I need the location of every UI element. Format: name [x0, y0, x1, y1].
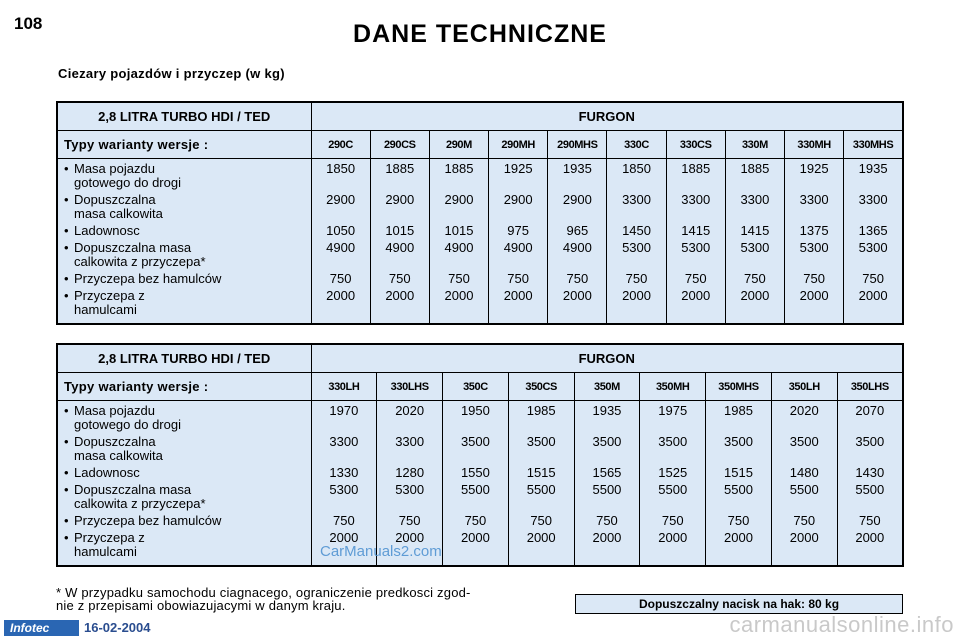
print-date: 16-02-2004: [84, 620, 151, 635]
bullet-glyph: •: [64, 223, 69, 238]
variant-header: 350C: [443, 373, 509, 401]
row-label: [64, 531, 311, 562]
row-label-line2: masa calkowita: [74, 206, 163, 221]
weight-value: 965: [566, 223, 589, 238]
weight-value: 2000: [326, 288, 356, 303]
row-label-line2: hamulcami: [74, 544, 137, 559]
weight-value: 1365: [858, 223, 888, 238]
weight-value: 1330: [329, 465, 359, 480]
weight-value: 5500: [789, 482, 819, 497]
variant-values-column: [640, 401, 706, 567]
weight-value: 2070: [855, 403, 885, 418]
variant-header: 290C: [311, 131, 370, 159]
row-label: [64, 514, 311, 531]
weight-value: 1985: [526, 403, 556, 418]
weight-value: 2000: [724, 530, 753, 545]
variant-header: 290MHS: [548, 131, 607, 159]
weight-value: 2020: [395, 403, 425, 418]
table-body-row: [57, 159, 903, 325]
weights-table-2: [56, 343, 904, 567]
weight-value: 3500: [460, 434, 490, 449]
weight-value: 2000: [855, 530, 885, 545]
weight-value: 1515: [724, 465, 753, 480]
weight-value: 750: [388, 271, 411, 286]
variant-values-column: [607, 159, 666, 325]
row-label: [64, 404, 311, 435]
weights-table-1: [56, 101, 904, 325]
weight-value: 1925: [799, 161, 829, 176]
weight-value: 2900: [326, 192, 356, 207]
row-label-line1: Masa pojazdu: [74, 403, 155, 418]
weight-value: 5300: [740, 240, 770, 255]
table-body-row: [57, 401, 903, 567]
weight-value: 1885: [444, 161, 474, 176]
variant-header: 330LH: [311, 373, 377, 401]
engine-label: 2,8 LITRA TURBO HDI / TED: [57, 344, 311, 373]
weight-value: 4900: [562, 240, 592, 255]
row-label-line2: gotowego do drogi: [74, 175, 181, 190]
weight-value: 750: [329, 271, 352, 286]
row-label-line1: Ladownosc: [74, 465, 140, 480]
variant-header: 350MHS: [706, 373, 772, 401]
weight-value: 1885: [385, 161, 415, 176]
types-label: Typy warianty wersje :: [57, 131, 311, 159]
weight-value: 3300: [858, 192, 888, 207]
weight-value: 750: [661, 513, 684, 528]
weight-value: 5300: [622, 240, 651, 255]
row-label-line2: calkowita z przyczepa*: [74, 496, 206, 511]
weight-value: 750: [596, 513, 618, 528]
weight-value: 3300: [329, 434, 359, 449]
weight-value: 1480: [789, 465, 819, 480]
weight-value: 1525: [658, 465, 688, 480]
variant-values-column: [489, 159, 548, 325]
site-watermark: carmanualsonline.info: [729, 612, 954, 637]
weight-value: 750: [793, 513, 816, 528]
weight-value: 750: [530, 513, 553, 528]
row-labels-column: [57, 159, 311, 325]
weight-value: 1935: [858, 161, 888, 176]
weight-value: 4900: [326, 240, 356, 255]
weight-value: 3300: [622, 192, 651, 207]
variant-values-column: [429, 159, 488, 325]
variant-values-column: [377, 401, 443, 567]
weight-value: 750: [803, 271, 825, 286]
weight-value: 1450: [622, 223, 651, 238]
weight-value: 2000: [799, 288, 829, 303]
body-type-label: FURGON: [311, 102, 903, 131]
weight-value: 750: [625, 271, 648, 286]
weight-value: 2000: [858, 288, 888, 303]
row-label-line1: Przyczepa bez hamulców: [74, 271, 222, 286]
weight-value: 1415: [681, 223, 711, 238]
weight-value: 3500: [789, 434, 819, 449]
weight-value: 1850: [622, 161, 651, 176]
variant-values-column: [706, 401, 772, 567]
bullet-glyph: •: [64, 434, 69, 449]
row-label-line1: Przyczepa bez hamulców: [74, 513, 222, 528]
weight-value: 5500: [460, 482, 490, 497]
row-label-line1: Dopuszczalna: [74, 192, 156, 207]
row-label-line1: Przyczepa z: [74, 530, 145, 545]
footnote: * W przypadku samochodu ciagnacego, ograniczenie predkosci zgod- nie z przepisami obowiazujacymi w danym kraju.: [56, 585, 471, 613]
weight-value: 1375: [799, 223, 829, 238]
variant-values-column: [785, 159, 844, 325]
row-label-line1: Dopuszczalna masa: [74, 240, 192, 255]
variant-values-column: [548, 159, 607, 325]
variant-header: 350LH: [771, 373, 837, 401]
bullet-glyph: •: [64, 271, 69, 286]
variant-header: 290M: [429, 131, 488, 159]
weight-value: 2000: [526, 530, 556, 545]
weight-value: 1935: [562, 161, 592, 176]
row-label-line1: Dopuszczalna masa: [74, 482, 192, 497]
row-label-line2: gotowego do drogi: [74, 417, 181, 432]
table-header-row: [57, 344, 903, 373]
weight-value: 1280: [395, 465, 425, 480]
row-label: [64, 272, 311, 289]
weight-value: 1550: [460, 465, 490, 480]
variants-header-row: [57, 373, 903, 401]
variant-header: 330CS: [666, 131, 725, 159]
weight-value: 750: [858, 513, 881, 528]
row-label-line1: Ladownosc: [74, 223, 140, 238]
weight-value: 2000: [385, 288, 415, 303]
row-label-line2: masa calkowita: [74, 448, 163, 463]
weight-value: 2000: [329, 530, 359, 545]
bullet-glyph: •: [64, 530, 69, 545]
bullet-glyph: •: [64, 161, 69, 176]
variant-header: 350CS: [508, 373, 574, 401]
weight-value: 5300: [395, 482, 425, 497]
row-label: [64, 435, 311, 466]
weight-value: 5500: [526, 482, 556, 497]
bullet-glyph: •: [64, 192, 69, 207]
row-label: [64, 193, 311, 224]
row-labels-column: [57, 401, 311, 567]
weight-value: 1515: [526, 465, 556, 480]
weight-value: 2900: [562, 192, 592, 207]
weight-value: 3500: [855, 434, 885, 449]
variant-values-column: [311, 159, 370, 325]
row-label-line2: hamulcami: [74, 302, 137, 317]
weight-value: 5300: [329, 482, 359, 497]
variant-header: 350M: [574, 373, 640, 401]
table-header-row: [57, 102, 903, 131]
row-label-line2: calkowita z przyczepa*: [74, 254, 206, 269]
variant-header: 290MH: [489, 131, 548, 159]
bullet-glyph: •: [64, 482, 69, 497]
variants-header-row: [57, 131, 903, 159]
variant-values-column: [370, 159, 429, 325]
bullet-glyph: •: [64, 403, 69, 418]
row-label: [64, 162, 311, 193]
weight-value: 3500: [526, 434, 556, 449]
variant-header: 330LHS: [377, 373, 443, 401]
weight-value: 1015: [444, 223, 474, 238]
body-type-label: FURGON: [311, 344, 903, 373]
weight-value: 3500: [592, 434, 622, 449]
weight-value: 2900: [444, 192, 474, 207]
row-label: [64, 289, 311, 320]
page-title: DANE TECHNICZNE: [353, 20, 607, 48]
bullet-glyph: •: [64, 240, 69, 255]
weight-value: 2000: [444, 288, 474, 303]
row-label-line1: Masa pojazdu: [74, 161, 155, 176]
hitch-load-note: Dopuszczalny nacisk na hak: 80 kg: [575, 594, 903, 614]
variant-header: 290CS: [370, 131, 429, 159]
weight-value: 2000: [789, 530, 819, 545]
weight-value: 5500: [855, 482, 885, 497]
weight-value: 1565: [592, 465, 622, 480]
weight-value: 2000: [658, 530, 688, 545]
weight-value: 750: [464, 513, 487, 528]
weight-value: 3300: [799, 192, 829, 207]
weight-value: 2000: [503, 288, 533, 303]
weight-value: 750: [727, 513, 750, 528]
variant-values-column: [574, 401, 640, 567]
bullet-glyph: •: [64, 465, 69, 480]
variant-values-column: [666, 159, 725, 325]
weight-value: 2000: [395, 530, 425, 545]
variant-header: 330M: [725, 131, 784, 159]
weight-value: 750: [448, 271, 470, 286]
weight-value: 2020: [789, 403, 819, 418]
weight-value: 975: [507, 223, 529, 238]
weight-value: 1430: [855, 465, 885, 480]
section-subtitle: Ciezary pojazdów i przyczep (w kg): [58, 66, 285, 81]
engine-label: 2,8 LITRA TURBO HDI / TED: [57, 102, 311, 131]
variant-values-column: [311, 401, 377, 567]
weight-value: 1950: [460, 403, 490, 418]
weight-value: 5500: [658, 482, 688, 497]
row-label: [64, 466, 311, 483]
weight-value: 4900: [503, 240, 533, 255]
weight-value: 1925: [503, 161, 533, 176]
variant-values-column: [725, 159, 784, 325]
bullet-glyph: •: [64, 513, 69, 528]
variant-header: 330C: [607, 131, 666, 159]
row-label: [64, 224, 311, 241]
variant-header: 350MH: [640, 373, 706, 401]
weight-value: 3500: [658, 434, 688, 449]
variant-values-column: [443, 401, 509, 567]
row-label: [64, 241, 311, 272]
variant-values-column: [837, 401, 903, 567]
row-label-line1: Dopuszczalna: [74, 434, 156, 449]
weight-value: 750: [684, 271, 707, 286]
weight-value: 5500: [592, 482, 622, 497]
weight-value: 3300: [740, 192, 770, 207]
variant-header: 330MHS: [844, 131, 903, 159]
weight-value: 750: [398, 513, 421, 528]
weight-value: 3300: [681, 192, 711, 207]
weight-value: 2900: [385, 192, 415, 207]
weight-value: 1050: [326, 223, 356, 238]
weight-value: 1985: [724, 403, 753, 418]
weight-value: 1975: [658, 403, 688, 418]
weight-value: 2900: [503, 192, 533, 207]
weight-value: 2000: [460, 530, 490, 545]
weight-value: 2000: [592, 530, 622, 545]
weight-value: 2000: [740, 288, 770, 303]
variant-values-column: [771, 401, 837, 567]
variant-header: 330MH: [785, 131, 844, 159]
page-number: 108: [14, 14, 43, 33]
weight-value: 750: [566, 271, 589, 286]
row-label-line1: Przyczepa z: [74, 288, 145, 303]
weight-value: 1935: [592, 403, 622, 418]
bullet-glyph: •: [64, 288, 69, 303]
weight-value: 5500: [724, 482, 753, 497]
variant-values-column: [508, 401, 574, 567]
variant-values-column: [844, 159, 903, 325]
weight-value: 750: [862, 271, 884, 286]
infotec-logo: Infotec: [4, 620, 79, 636]
weight-value: 1415: [740, 223, 770, 238]
types-label: Typy warianty wersje :: [57, 373, 311, 401]
weight-value: 2000: [681, 288, 711, 303]
weight-value: 5300: [799, 240, 829, 255]
weight-value: 750: [744, 271, 766, 286]
weight-value: 750: [507, 271, 529, 286]
weight-value: 3500: [724, 434, 753, 449]
weight-value: 1885: [740, 161, 770, 176]
weight-value: 5300: [681, 240, 711, 255]
weight-value: 1970: [329, 403, 359, 418]
weight-value: 4900: [385, 240, 415, 255]
row-label: [64, 483, 311, 514]
variant-header: 350LHS: [837, 373, 903, 401]
weight-value: 5300: [858, 240, 888, 255]
weight-value: 4900: [444, 240, 474, 255]
weight-value: 750: [333, 513, 355, 528]
carmanuals-watermark: CarManuals2.com: [320, 543, 442, 560]
weight-value: 2000: [622, 288, 651, 303]
weight-value: 1015: [385, 223, 415, 238]
weight-value: 1885: [681, 161, 711, 176]
weight-value: 2000: [562, 288, 592, 303]
weight-value: 3300: [395, 434, 425, 449]
weight-value: 1850: [326, 161, 356, 176]
